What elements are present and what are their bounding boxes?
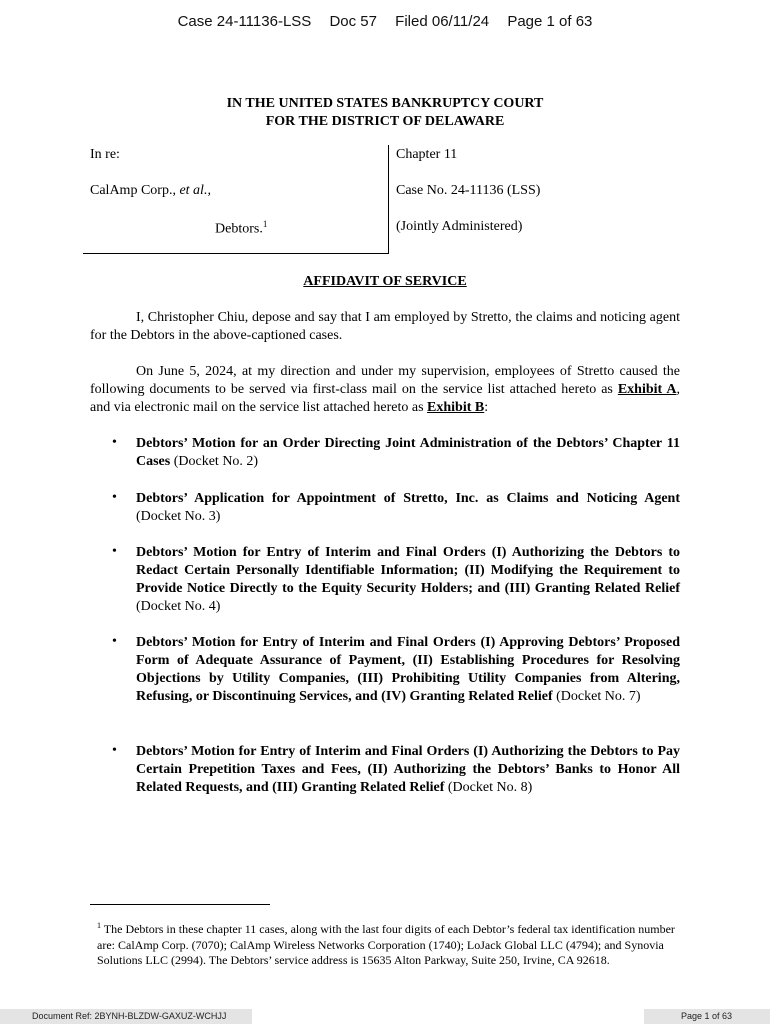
caption-horizontal-divider (83, 253, 389, 254)
et-al: et al., (179, 183, 211, 198)
served-document-title: Debtors’ Motion for Entry of Interim and Final Orders (I) Authorizing the Debtors to Redact Certain Personally Identifiable Information; (II) Modifying the Requirement to Provide Notice Directly to the Equity Security Holders; and (III) Granting Related Relief (136, 545, 680, 596)
served-document-title: Debtors’ Application for Appointment of Stretto, Inc. as Claims and Noticing Agent (136, 491, 680, 506)
served-document-title: Debtors’ Motion for Entry of Interim and Final Orders (I) Approving Debtors’ Proposed Form of Adequate Assurance of Payment, (II) Establishing Procedures for Resolving Objections by Utility Companies, (III) Prohibiting Utility Companies from Altering, Refusing, or Discontinuing Services, and (IV) Granting Related Relief (136, 635, 680, 704)
jointly-administered-label: (Jointly Administered) (396, 219, 523, 234)
footnote-rule (90, 904, 270, 905)
filing-header (0, 13, 770, 30)
served-document-title: Debtors’ Motion for an Order Directing Joint Administration of the Debtors’ Chapter 11 Cases (136, 436, 680, 469)
document-title: AFFIDAVIT OF SERVICE (303, 274, 467, 289)
served-document-docket: (Docket No. 3) (136, 509, 221, 524)
debtor-name (90, 183, 211, 199)
court-line-1: IN THE UNITED STATES BANKRUPTCY COURT (226, 96, 544, 111)
bullet-marker: • (112, 634, 117, 649)
caption-footnote-mark: 1 (262, 219, 268, 229)
served-document-docket: (Docket No. 8) (444, 780, 533, 795)
caption-vertical-divider (388, 145, 389, 253)
exhibit-a-ref: Exhibit A (617, 382, 677, 397)
served-document-docket: (Docket No. 7) (552, 689, 641, 704)
bullet-marker: • (112, 743, 117, 758)
footnote (97, 918, 677, 969)
debtors-label (215, 219, 267, 238)
doc-number: Doc 57 (329, 13, 377, 30)
footer-page: Page 1 of 63 (644, 1009, 770, 1024)
case-no-label: Case No. 24-11136 (LSS) (396, 183, 541, 198)
served-document-item (136, 544, 680, 616)
service-text-a: On June 5, 2024, at my direction and under my supervision, employees of Stretto caused the following documents to be served via first-class mail on the service list attached hereto as (90, 364, 680, 397)
exhibit-b-ref: Exhibit B (427, 400, 485, 415)
served-document-item (136, 743, 680, 797)
served-document-item (136, 435, 680, 471)
service-paragraph (90, 363, 680, 417)
served-document-title: Debtors’ Motion for Entry of Interim and Final Orders (I) Authorizing the Debtors to Pay Certain Prepetition Taxes and Fees, (II) Authorizing the Debtors’ Banks to Honor All Related Requests, and (III) Granting Related Relief (136, 744, 680, 795)
footnote-text: The Debtors in these chapter 11 cases, along with the last four digits of each Debtor’s federal tax identification number are: CalAmp Corp. (7070); CalAmp Wireless Networks Corporation (1740); LoJack Global LLC (4794); and Synovia Solutions LLC (2994). The Debtors’ service address is 15635 Alton Parkway, Suite 250, Irvine, CA 92618. (97, 922, 675, 967)
footnote-mark: 1 (97, 921, 101, 930)
served-document-docket: (Docket No. 2) (170, 454, 259, 469)
in-re-label: In re: (90, 147, 120, 162)
document-ref: Document Ref: 2BYNH-BLZDW-GAXUZ-WCHJJ (0, 1009, 252, 1024)
bullet-marker: • (112, 544, 117, 559)
service-text-c: : (484, 400, 489, 415)
court-line-2: FOR THE DISTRICT OF DELAWARE (265, 114, 505, 129)
bullet-marker: • (112, 490, 117, 505)
case-number: Case 24-11136-LSS (177, 13, 312, 30)
debtor-name-text: CalAmp Corp., (90, 183, 180, 198)
service-text-b: , and via electronic mail on the service list attached hereto as (90, 382, 680, 415)
served-document-docket: (Docket No. 4) (136, 599, 221, 614)
served-document-item (136, 490, 680, 526)
served-document-item (136, 634, 680, 706)
chapter-label: Chapter 11 (396, 147, 458, 162)
court-heading (0, 95, 770, 131)
bullet-marker: • (112, 435, 117, 450)
filed-date: Filed 06/11/24 (395, 13, 490, 30)
header-page: Page 1 of 63 (507, 13, 593, 30)
debtors-label-text: Debtors. (215, 221, 263, 237)
intro-paragraph: I, Christopher Chiu, depose and say that I am employed by Stretto, the claims and noticing agent for the Debtors in the above-captioned cases. (90, 310, 680, 343)
